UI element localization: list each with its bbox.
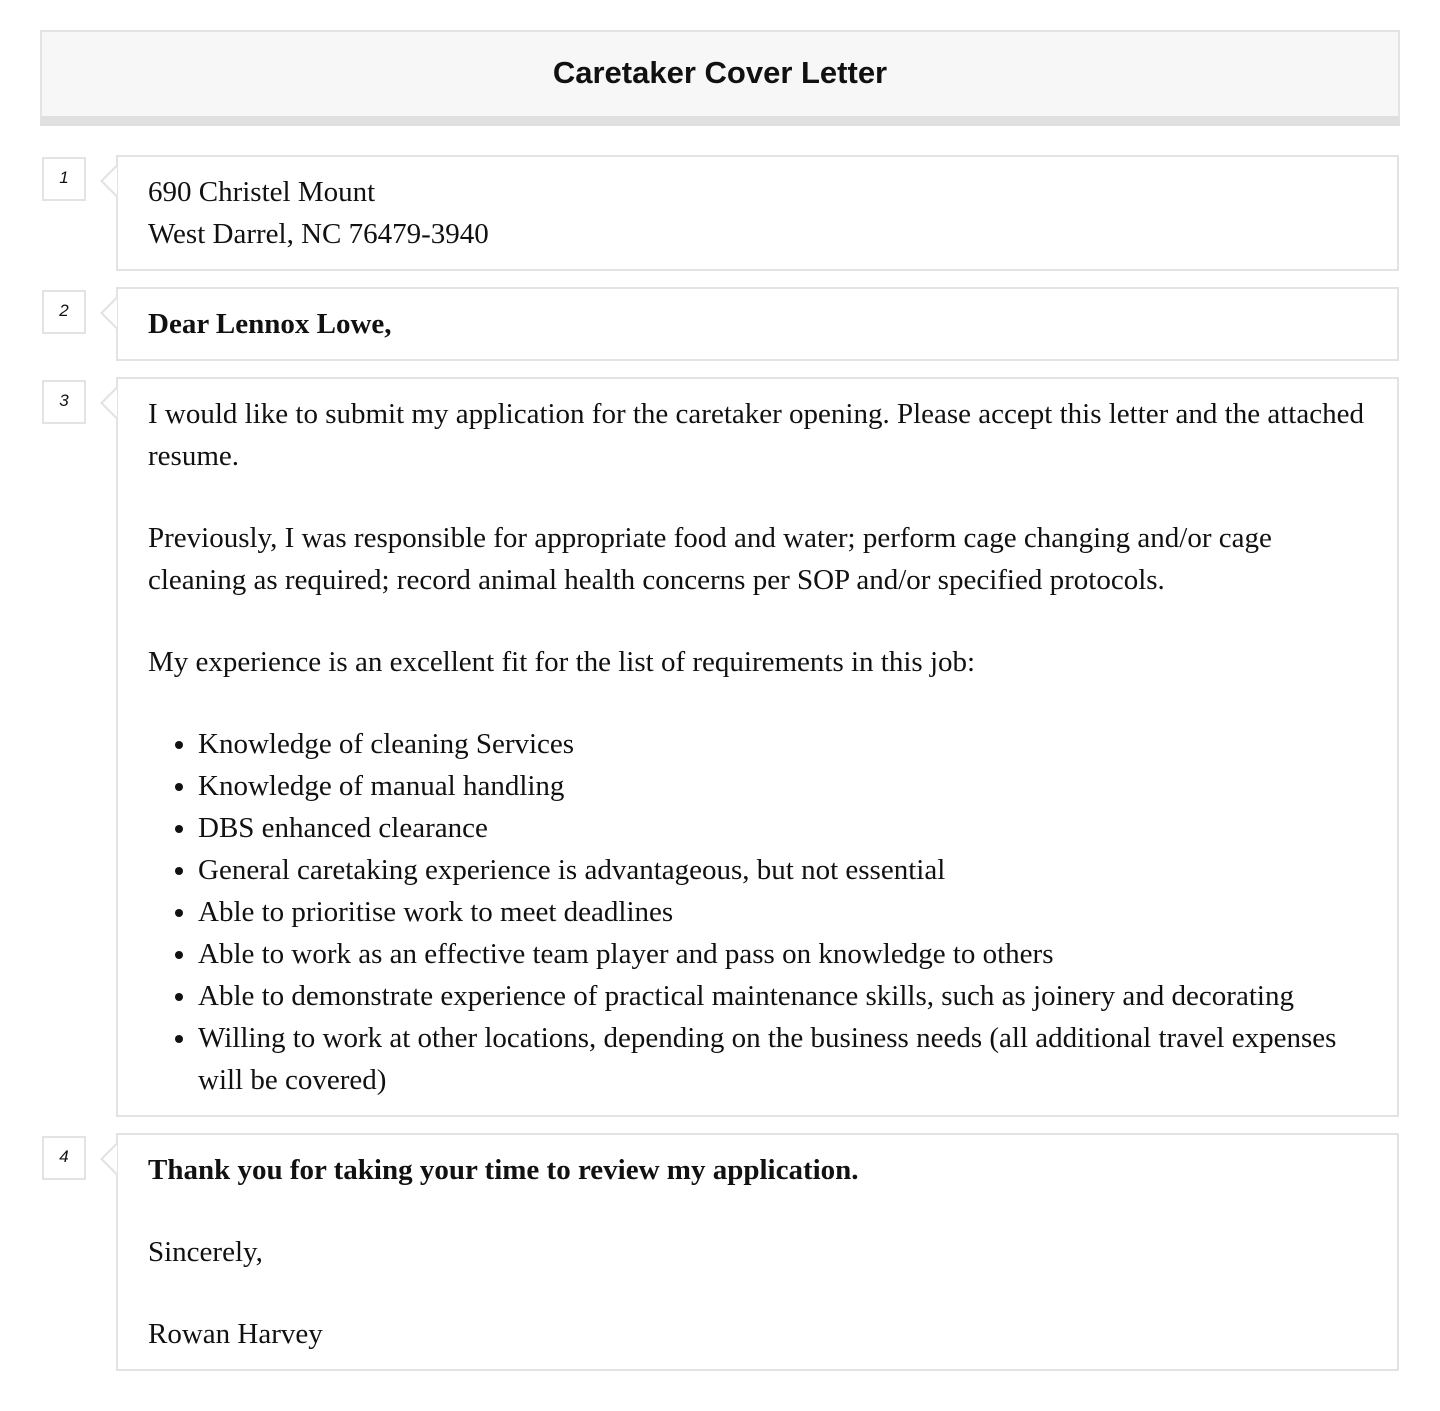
fit-paragraph: My experience is an excellent fit for the list of requirements in this job: (148, 646, 976, 678)
list-item: • Willing to work at other locations, depending on the business needs (all additional travel expenses will be covered) (198, 1017, 1367, 1101)
section-number-2: 2 (42, 290, 86, 334)
signature-name: Rowan Harvey (148, 1318, 323, 1350)
closing-section (116, 1133, 1399, 1371)
list-item: • Able to prioritise work to meet deadlines (198, 891, 1367, 933)
page-title: Caretaker Cover Letter (552, 55, 888, 90)
body-section (116, 377, 1399, 1117)
list-item: • Able to work as an effective team player and pass on knowledge to others (198, 933, 1367, 975)
list-item: • General caretaking experience is advantageous, but not essential (198, 849, 1367, 891)
list-item: • Knowledge of manual handling (198, 765, 1367, 807)
section-number-4: 4 (42, 1136, 86, 1180)
address-line-2: West Darrel, NC 76479-3940 (148, 218, 489, 250)
intro-paragraph: I would like to submit my application for the caretaker opening. Please accept this letter and the attached resume. (148, 398, 1364, 472)
list-item: • Knowledge of cleaning Services (198, 723, 1367, 765)
salutation: Dear Lennox Lowe, (148, 308, 392, 340)
closing-line: Sincerely, (148, 1236, 263, 1268)
section-number-1: 1 (42, 157, 86, 201)
address-section (116, 155, 1399, 271)
previous-experience-paragraph: Previously, I was responsible for appropriate food and water; perform cage changing and/or cage cleaning as required; record animal health concerns per SOP and/or specified protocols. (148, 522, 1272, 596)
salutation-section (116, 287, 1399, 361)
page-header (40, 30, 1400, 126)
list-item: • Able to demonstrate experience of practical maintenance skills, such as joinery and decorating (198, 975, 1367, 1017)
thanks-line: Thank you for taking your time to review my application. (148, 1154, 859, 1186)
requirements-list (148, 723, 1367, 1101)
address-line-1: 690 Christel Mount (148, 176, 376, 208)
list-item: • DBS enhanced clearance (198, 807, 1367, 849)
section-number-3: 3 (42, 380, 86, 424)
